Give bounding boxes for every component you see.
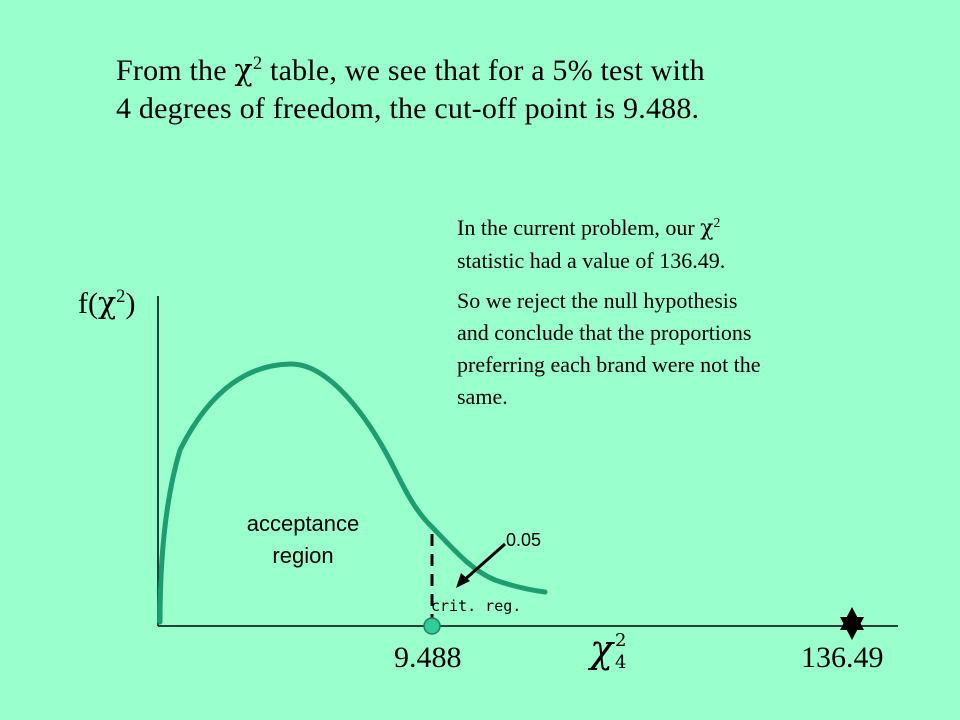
critical-region-label: crit. reg.	[431, 597, 522, 615]
y-axis-label	[78, 286, 135, 321]
xlabel-scripts	[615, 630, 626, 674]
chi-symbol: χ	[234, 53, 253, 88]
chi-superscript: 2	[116, 285, 126, 307]
chi-symbol: χ	[97, 286, 117, 321]
chi-superscript: 2	[713, 214, 721, 230]
conclusion-line-4: same.	[457, 384, 508, 409]
acceptance-line-2: region	[272, 543, 334, 568]
statistic-value-label: 136.49	[801, 641, 884, 674]
title-line-2: 4 degrees of freedom, the cut-off point is 9.488.	[116, 92, 700, 125]
density-curve-acceptance	[160, 364, 430, 622]
cutoff-value-label: 9.488	[394, 641, 462, 674]
conclusion-line-1: So we reject the null hypothesis	[457, 288, 738, 313]
xlabel-subscript: 4	[615, 652, 627, 673]
acceptance-region-label	[218, 508, 388, 572]
statistic-text-a: In the current problem, our	[457, 215, 701, 240]
cutoff-marker	[424, 618, 440, 634]
chi-symbol: χ	[700, 216, 714, 241]
conclusion-line-2: and conclude that the proportions	[457, 320, 752, 345]
conclusion-line-3: preferring each brand were not the	[457, 352, 761, 377]
title-text-b: table, we see that for a 5% test with	[262, 54, 705, 87]
statistic-line-2: statistic had a value of 136.49.	[457, 248, 726, 273]
ylabel-suffix: )	[125, 287, 136, 320]
ylabel-prefix: f(	[78, 287, 98, 320]
alpha-label: 0.05	[506, 530, 542, 550]
acceptance-line-1: acceptance	[246, 511, 360, 536]
title-text-a: From the	[116, 54, 235, 87]
chi-superscript: 2	[252, 52, 263, 74]
xlabel-chi: χ	[590, 627, 614, 671]
xlabel-superscript: 2	[615, 630, 627, 651]
x-axis-label	[590, 627, 627, 674]
